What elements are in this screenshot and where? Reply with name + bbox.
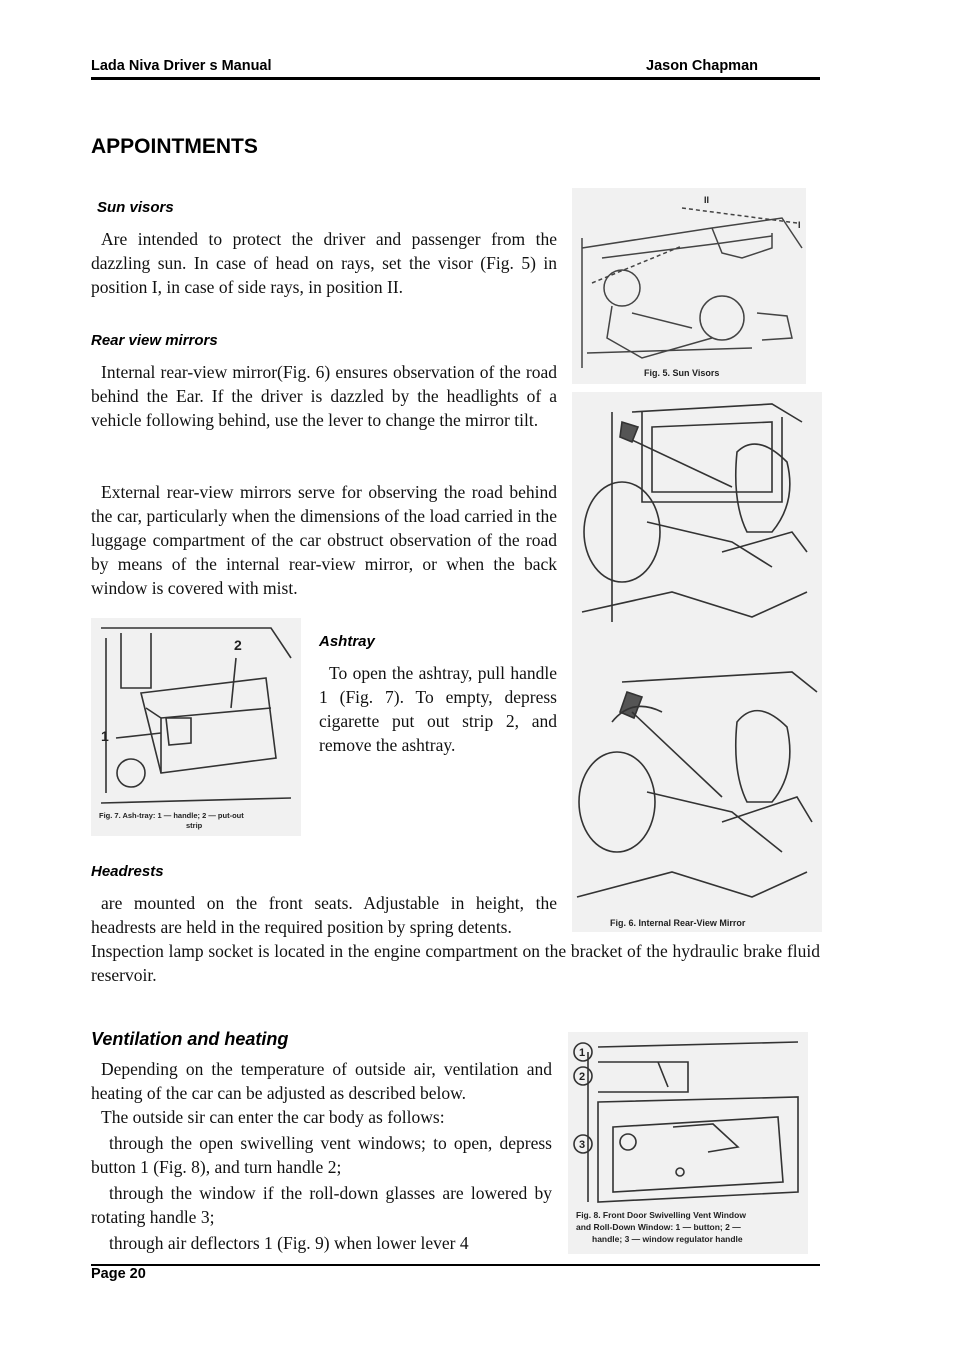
- header-author: Jason Chapman: [646, 58, 758, 74]
- section-title: APPOINTMENTS: [91, 135, 258, 158]
- rear-view-mirrors-heading: Rear view mirrors: [91, 332, 218, 349]
- ashtray-text: To open the ashtray, pull handle 1 (Fig. 7). To empty, depress cigarette put out strip 2, and remove the ashtray.: [319, 663, 557, 755]
- headrests-text-2: Inspection lamp socket is located in the engine compartment on the bracket of the hydraulic brake fluid reservoir.: [91, 941, 820, 985]
- figure-ashtray: [91, 618, 301, 836]
- fig7-caption-line-1: Fig. 7. Ash-tray: 1 — handle; 2 — put-out: [99, 811, 244, 820]
- fig7-label-2: 2: [234, 637, 242, 653]
- fig8-label-3: 3: [579, 1139, 586, 1151]
- fig5-label-i: I: [798, 220, 801, 230]
- fig5-label-ii: II: [704, 195, 710, 205]
- ventilation-text-3: through the open swivelling vent windows; to open, depress button 1 (Fig. 8), and turn handle 2;: [91, 1133, 552, 1177]
- ventilation-text-1: Depending on the temperature of outside air, ventilation and heating of the car can be adjusted as described below.: [91, 1059, 552, 1103]
- headrests-text-1: are mounted on the front seats. Adjustable in height, the headrests are held in the required position by spring detents.: [91, 893, 557, 937]
- ventilation-text-2: The outside sir can enter the car body as follows:: [101, 1107, 445, 1127]
- fig8-label-1: 1: [579, 1047, 586, 1059]
- ventilation-heading: Ventilation and heating: [91, 1029, 289, 1049]
- fig7-caption-line-2: strip: [186, 821, 203, 830]
- ashtray-heading: Ashtray: [319, 633, 375, 650]
- headrests-heading: Headrests: [91, 863, 164, 880]
- fig8-caption-line-1: Fig. 8. Front Door Swivelling Vent Window: [576, 1210, 746, 1220]
- header-rule: [91, 77, 820, 80]
- sun-visors-heading: Sun visors: [97, 199, 174, 216]
- sun-visors-text: Are intended to protect the driver and passenger from the dazzling sun. In case of head on rays, set the visor (Fig. 5) in position I, in case of side rays, in position II.: [91, 229, 557, 297]
- rear-view-mirrors-text-2: External rear-view mirrors serve for observing the road behind the car, particularly when the dimensions of the load carried in the luggage compartment of the car obstruct observation of the road by means of the internal rear-view mirror, or when the back window is covered with mist.: [91, 482, 557, 598]
- fig7-label-1: 1: [101, 728, 109, 744]
- figure-internal-mirror: [572, 392, 822, 932]
- figure-front-door: [568, 1032, 808, 1254]
- ventilation-text-4: through the window if the roll-down glasses are lowered by rotating handle 3;: [91, 1183, 552, 1227]
- fig8-caption-line-3: handle; 3 — window regulator handle: [592, 1234, 743, 1244]
- header-title: Lada Niva Driver s Manual: [91, 58, 272, 74]
- fig8-caption-line-2: and Roll-Down Window: 1 — button; 2 —: [576, 1222, 741, 1232]
- footer-rule: [91, 1264, 820, 1266]
- rear-view-mirrors-text-1: Internal rear-view mirror(Fig. 6) ensures observation of the road behind the Ear. If the driver is dazzled by the headlights of a vehicle following behind, use the lever to change the mirror tilt.: [91, 362, 557, 430]
- fig6-caption: Fig. 6. Internal Rear-View Mirror: [610, 918, 746, 928]
- fig5-caption: Fig. 5. Sun Visors: [644, 368, 720, 378]
- page-number: Page 20: [91, 1266, 146, 1282]
- fig8-label-2: 2: [579, 1071, 586, 1083]
- ventilation-text-5: through air deflectors 1 (Fig. 9) when lower lever 4: [109, 1233, 469, 1253]
- figure-sun-visors: [572, 188, 806, 384]
